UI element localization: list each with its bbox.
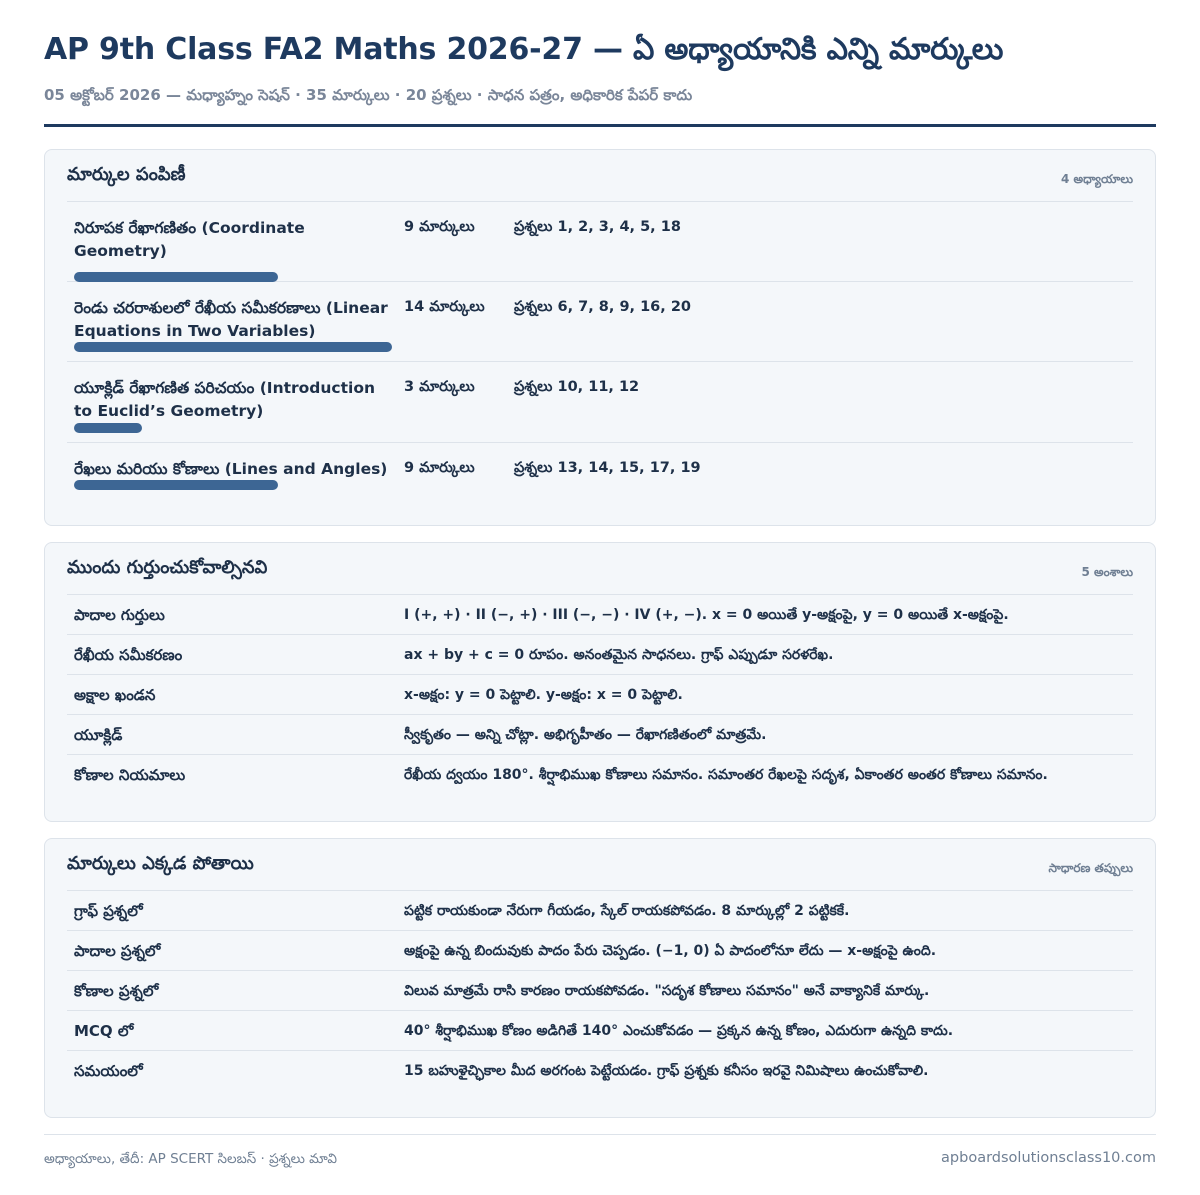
page-title: AP 9th Class FA2 Maths 2026-27 — ఏ అధ్యాయానికి ఎన్ని మార్కులు bbox=[44, 32, 1004, 67]
item-label: MCQ లో bbox=[74, 1022, 134, 1040]
item-label: సమయంలో bbox=[74, 1062, 143, 1080]
item-text: I (+, +) · II (−, +) · III (−, −) · IV (+, −). x = 0 అయితే y-అక్షంపై, y = 0 అయితే x-అక్షంపై. bbox=[404, 607, 1009, 623]
footer-site-link[interactable]: apboardsolutionsclass10.com bbox=[941, 1150, 1156, 1166]
footer-divider bbox=[44, 1134, 1156, 1135]
footer-source-note: అధ్యాయాలు, తేదీ: AP SCERT సిలబస్ · ప్రశ్నలు మావి bbox=[44, 1151, 337, 1167]
card-title: మార్కులు ఎక్కడ పోతాయి bbox=[67, 853, 254, 874]
list-item bbox=[67, 1051, 1133, 1091]
list-item bbox=[67, 891, 1133, 931]
list-item bbox=[67, 675, 1133, 715]
chapter-marks: 3 మార్కులు bbox=[404, 379, 475, 395]
item-text: విలువ మాత్రమే రాసి కారణం రాయకపోవడం. "సదృశ కోణాలు సమానం" అనే వాక్యానికే మార్కు. bbox=[404, 983, 930, 999]
list-item bbox=[67, 931, 1133, 971]
card-meta: సాధారణ తప్పులు bbox=[1048, 861, 1133, 875]
marks-bar bbox=[74, 272, 278, 282]
card-header bbox=[67, 543, 1133, 595]
item-label: పాదాల ప్రశ్నలో bbox=[74, 942, 161, 960]
chapter-marks: 14 మార్కులు bbox=[404, 299, 485, 315]
item-text: 40° శీర్షాభిముఖ కోణం అడిగితే 140° ఎంచుకోవడం — ప్రక్కన ఉన్న కోణం, ఎదురుగా ఉన్నది కాదు. bbox=[404, 1023, 954, 1039]
chapter-questions: ప్రశ్నలు 6, 7, 8, 9, 16, 20 bbox=[514, 299, 691, 315]
marks-distribution-card bbox=[44, 149, 1156, 526]
chapter-marks: 9 మార్కులు bbox=[404, 219, 475, 235]
item-label: పాదాల గుర్తులు bbox=[74, 606, 165, 624]
title-divider bbox=[44, 124, 1156, 127]
marks-bar bbox=[74, 423, 142, 433]
item-count: 5 అంశాలు bbox=[1081, 565, 1133, 579]
chapter-row bbox=[67, 202, 1133, 282]
marks-bar bbox=[74, 342, 392, 352]
item-label: అక్షాల ఖండన bbox=[74, 686, 156, 704]
item-text: ax + by + c = 0 రూపం. అనంతమైన సాధనలు. గ్రాఫ్ ఎప్పుడూ సరళరేఖ. bbox=[404, 647, 834, 663]
item-label: కోణాల నియమాలు bbox=[74, 766, 186, 784]
chapter-count: 4 అధ్యాయాలు bbox=[1060, 172, 1133, 186]
chapter-marks: 9 మార్కులు bbox=[404, 460, 475, 476]
marks-bar bbox=[74, 480, 278, 490]
card-title: ముందు గుర్తుంచుకోవాల్సినవి bbox=[67, 557, 268, 578]
chapter-row bbox=[67, 362, 1133, 443]
card-header bbox=[67, 839, 1133, 891]
item-text: x-అక్షం: y = 0 పెట్టాలి. y-అక్షం: x = 0 పెట్టాలి. bbox=[404, 687, 683, 703]
item-text: స్వీకృతం — అన్ని చోట్లా. అభిగృహీతం — రేఖాగణితంలో మాత్రమే. bbox=[404, 727, 767, 743]
item-text: 15 బహుళైచ్ఛికాల మీద అరగంట పెట్టేయడం. గ్రాఫ్ ప్రశ్నకు కనీసం ఇరవై నిమిషాలు ఉంచుకోవాలి. bbox=[404, 1063, 929, 1079]
item-label: గ్రాఫ్ ప్రశ్నలో bbox=[74, 902, 143, 920]
common-mistakes-card bbox=[44, 838, 1156, 1118]
card-title: మార్కుల పంపిణీ bbox=[67, 164, 186, 185]
list-item bbox=[67, 635, 1133, 675]
chapter-row bbox=[67, 282, 1133, 362]
chapter-name: నిరూపక రేఖాగణితం (Coordinate Geometry) bbox=[74, 219, 305, 260]
list-item bbox=[67, 1011, 1133, 1051]
item-text: పట్టిక రాయకుండా నేరుగా గీయడం, స్కేల్ రాయకపోవడం. 8 మార్కుల్లో 2 పట్టికకే. bbox=[404, 903, 850, 919]
page-subtitle: 05 అక్టోబర్ 2026 — మధ్యాహ్నం సెషన్ · 35 మార్కులు · 20 ప్రశ్నలు · సాధన పత్రం, అధికారిక పేపర్ కాదు bbox=[44, 86, 693, 104]
list-item bbox=[67, 755, 1133, 795]
item-label: కోణాల ప్రశ్నలో bbox=[74, 982, 159, 1000]
chapter-name: యూక్లిడ్ రేఖాగణిత పరిచయం (Introduction to Euclid’s Geometry) bbox=[74, 379, 376, 420]
remember-card bbox=[44, 542, 1156, 822]
list-item bbox=[67, 971, 1133, 1011]
list-item bbox=[67, 595, 1133, 635]
item-label: యూక్లిడ్ bbox=[74, 726, 123, 744]
chapter-questions: ప్రశ్నలు 13, 14, 15, 17, 19 bbox=[514, 460, 701, 476]
chapter-questions: ప్రశ్నలు 1, 2, 3, 4, 5, 18 bbox=[514, 219, 681, 235]
chapter-row bbox=[67, 443, 1133, 515]
chapter-questions: ప్రశ్నలు 10, 11, 12 bbox=[514, 379, 640, 395]
list-item bbox=[67, 715, 1133, 755]
item-text: అక్షంపై ఉన్న బిందువుకు పాదం పేరు చెప్పడం. (−1, 0) ఏ పాదంలోనూ లేదు — x-అక్షంపై ఉంది. bbox=[404, 943, 937, 959]
card-header bbox=[67, 150, 1133, 202]
chapter-name: రేఖలు మరియు కోణాలు (Lines and Angles) bbox=[74, 460, 388, 478]
item-text: రేఖీయ ద్వయం 180°. శీర్షాభిముఖ కోణాలు సమానం. సమాంతర రేఖలపై సదృశ, ఏకాంతర అంతర కోణాలు సమానం. bbox=[404, 767, 1048, 783]
chapter-name: రెండు చరరాశులలో రేఖీయ సమీకరణాలు (Linear Equations in Two Variables) bbox=[74, 299, 388, 340]
item-label: రేఖీయ సమీకరణం bbox=[74, 646, 183, 664]
